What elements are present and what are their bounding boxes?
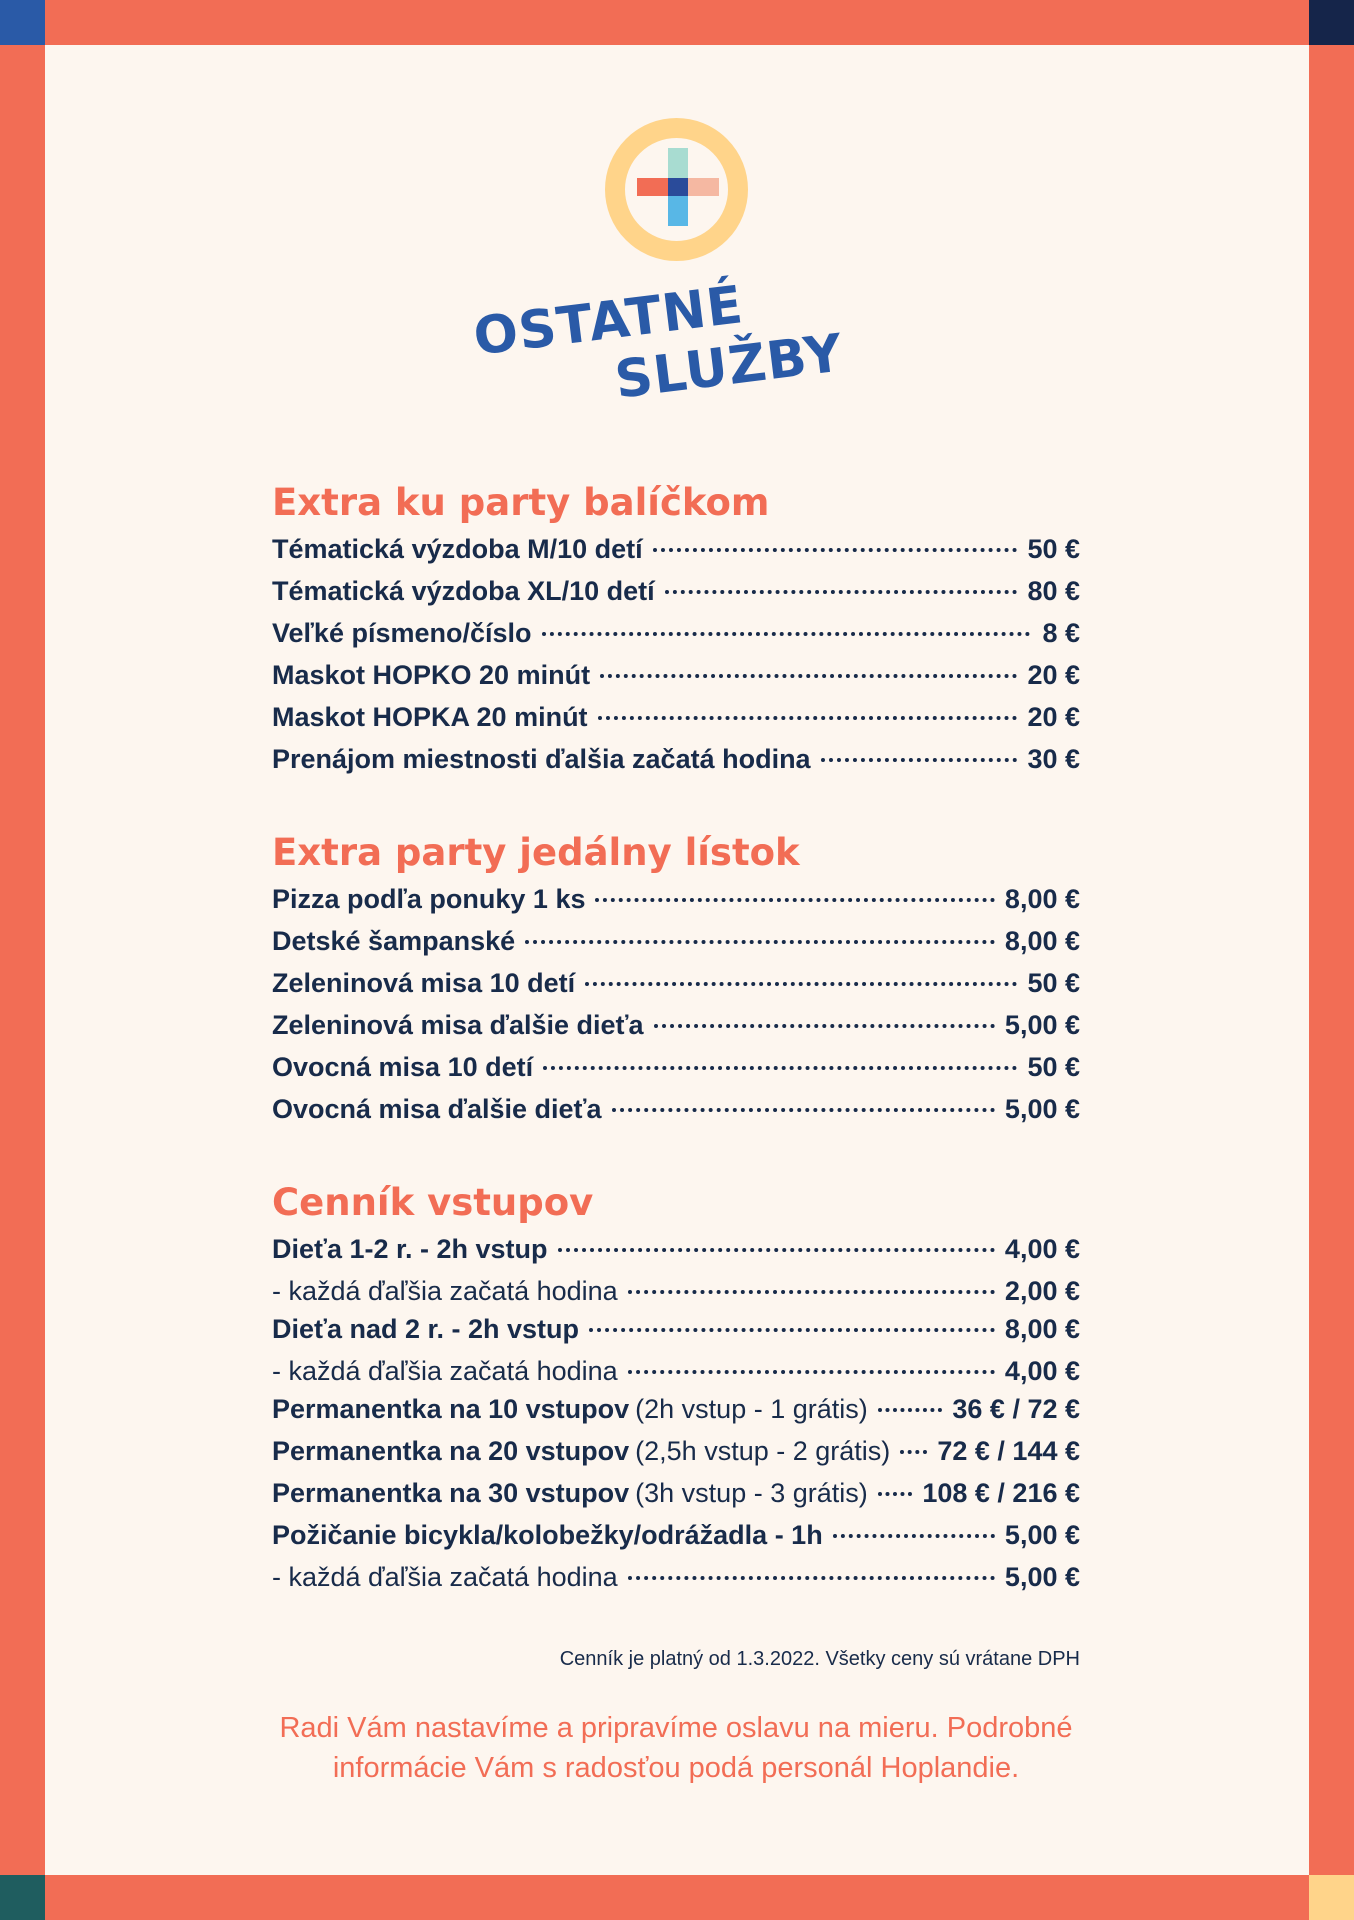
price-row	[272, 1094, 1080, 1136]
dot-leader	[558, 1248, 995, 1252]
plus-in-circle-icon	[605, 118, 748, 261]
frame-left-border	[0, 0, 45, 1920]
dot-leader	[543, 1066, 1017, 1070]
frame-right-border	[1309, 0, 1354, 1920]
frame-bottom-border	[0, 1875, 1354, 1920]
item-price: 50 €	[1027, 1052, 1080, 1082]
page-title-line-2: SLUŽBY	[611, 323, 847, 411]
item-price: 72 € / 144 €	[937, 1436, 1080, 1466]
item-label: Maskot HOPKA 20 minút	[272, 702, 588, 732]
plus-arm-top	[668, 148, 688, 178]
price-row	[272, 1394, 1080, 1436]
price-row	[272, 1234, 1080, 1276]
item-price: 5,00 €	[1004, 1010, 1080, 1040]
price-row	[272, 1314, 1080, 1356]
dot-leader	[878, 1408, 943, 1412]
item-price: 108 € / 216 €	[922, 1478, 1080, 1508]
dot-leader	[542, 632, 1030, 636]
dot-leader	[628, 1576, 995, 1580]
dot-leader	[612, 1108, 995, 1112]
dot-leader	[589, 1328, 995, 1332]
plus-arm-left	[637, 178, 668, 196]
dot-leader	[878, 1492, 913, 1496]
item-price: 20 €	[1027, 660, 1080, 690]
price-row	[272, 1436, 1080, 1478]
price-row	[272, 576, 1080, 618]
item-label: Ovocná misa 10 detí	[272, 1052, 534, 1082]
item-price: 8,00 €	[1004, 884, 1080, 914]
price-rows	[272, 884, 1080, 1136]
price-row	[272, 660, 1080, 702]
item-label: Veľké písmeno/číslo	[272, 618, 532, 648]
price-section	[272, 1180, 1080, 1600]
item-label: - každá ďaľšia začatá hodina	[272, 1276, 618, 1306]
section-title: Cenník vstupov	[272, 1181, 594, 1224]
price-rows	[272, 1234, 1080, 1600]
item-price: 20 €	[1027, 702, 1080, 732]
price-row	[272, 744, 1080, 786]
item-note: (3h vstup - 3 grátis)	[635, 1478, 868, 1508]
plus-center	[668, 178, 688, 196]
dot-leader	[600, 674, 1017, 678]
price-section	[272, 830, 1080, 1136]
closing-message	[272, 1708, 1080, 1788]
price-rows	[272, 534, 1080, 786]
item-price: 8,00 €	[1004, 1314, 1080, 1344]
dot-leader	[628, 1290, 995, 1294]
item-label: Dieťa 1-2 r. - 2h vstup	[272, 1234, 548, 1264]
item-label: Zeleninová misa ďalšie dieťa	[272, 1010, 644, 1040]
item-label: Tématická výzdoba XL/10 detí	[272, 576, 655, 606]
frame-top-border	[0, 0, 1354, 45]
price-row	[272, 1562, 1080, 1600]
dot-leader	[525, 940, 995, 944]
section-title: Extra party jedálny lístok	[272, 831, 800, 874]
item-price: 2,00 €	[1004, 1276, 1080, 1306]
dot-leader	[653, 548, 1018, 552]
item-label: Ovocná misa ďalšie dieťa	[272, 1094, 602, 1124]
dot-leader	[585, 982, 1017, 986]
item-price: 5,00 €	[1004, 1562, 1080, 1592]
item-price: 5,00 €	[1004, 1520, 1080, 1550]
item-label: Prenájom miestnosti ďalšia začatá hodina	[272, 744, 811, 774]
item-price: 50 €	[1027, 968, 1080, 998]
closing-message-line-1: Radi Vám nastavíme a pripravíme oslavu na mieru. Podrobné	[279, 1712, 1073, 1744]
price-row	[272, 1478, 1080, 1520]
corner-square-top-right	[1309, 0, 1354, 45]
price-row	[272, 884, 1080, 926]
price-row	[272, 968, 1080, 1010]
plus-arm-bottom	[668, 196, 688, 226]
item-price: 5,00 €	[1004, 1094, 1080, 1124]
item-label: - každá ďaľšia začatá hodina	[272, 1562, 618, 1592]
item-price: 4,00 €	[1004, 1234, 1080, 1264]
dot-leader	[598, 716, 1018, 720]
dot-leader	[900, 1450, 927, 1454]
item-price: 4,00 €	[1004, 1356, 1080, 1386]
item-label: Požičanie bicykla/kolobežky/odrážadla - 1h	[272, 1520, 823, 1550]
price-row	[272, 1052, 1080, 1094]
price-row	[272, 702, 1080, 744]
page-title-line-1: OSTATNÉ	[470, 275, 747, 368]
item-label: Permanentka na 30 vstupov	[272, 1478, 630, 1508]
item-price: 80 €	[1027, 576, 1080, 606]
item-price: 36 € / 72 €	[952, 1394, 1080, 1424]
price-list	[272, 480, 1080, 1644]
dot-leader	[821, 758, 1018, 762]
item-label: Permanentka na 10 vstupov	[272, 1394, 630, 1424]
item-note: (2,5h vstup - 2 grátis)	[635, 1436, 891, 1466]
item-price: 50 €	[1027, 534, 1080, 564]
corner-square-bottom-right	[1309, 1875, 1354, 1920]
item-label: Maskot HOPKO 20 minút	[272, 660, 591, 690]
dot-leader	[833, 1534, 995, 1538]
price-row	[272, 534, 1080, 576]
corner-square-top-left	[0, 0, 45, 45]
item-price: 30 €	[1027, 744, 1080, 774]
section-title: Extra ku party balíčkom	[272, 481, 770, 524]
dot-leader	[654, 1024, 995, 1028]
item-label: Dieťa nad 2 r. - 2h vstup	[272, 1314, 580, 1344]
dot-leader	[628, 1370, 995, 1374]
price-row	[272, 1276, 1080, 1314]
item-label: Permanentka na 20 vstupov	[272, 1436, 630, 1466]
item-label: Pizza podľa ponuky 1 ks	[272, 884, 586, 914]
page-title	[470, 257, 905, 457]
price-row	[272, 618, 1080, 660]
item-label: Tématická výzdoba M/10 detí	[272, 534, 643, 564]
price-row	[272, 1010, 1080, 1052]
price-row	[272, 1356, 1080, 1394]
item-label: - každá ďaľšia začatá hodina	[272, 1356, 618, 1386]
plus-arm-right	[688, 178, 719, 196]
price-row	[272, 926, 1080, 968]
corner-square-bottom-left	[0, 1875, 45, 1920]
item-price: 8 €	[1042, 618, 1080, 648]
item-label: Detské šampanské	[272, 926, 516, 956]
item-label: Zeleninová misa 10 detí	[272, 968, 576, 998]
dot-leader	[595, 898, 994, 902]
closing-message-line-2: informácie Vám s radosťou podá personál Hoplandie.	[332, 1752, 1020, 1784]
dot-leader	[665, 590, 1018, 594]
item-note: (2h vstup - 1 grátis)	[635, 1394, 868, 1424]
price-section	[272, 480, 1080, 786]
price-row	[272, 1520, 1080, 1562]
item-price: 8,00 €	[1004, 926, 1080, 956]
validity-note: Cenník je platný od 1.3.2022. Všetky ceny sú vrátane DPH	[559, 1648, 1080, 1670]
